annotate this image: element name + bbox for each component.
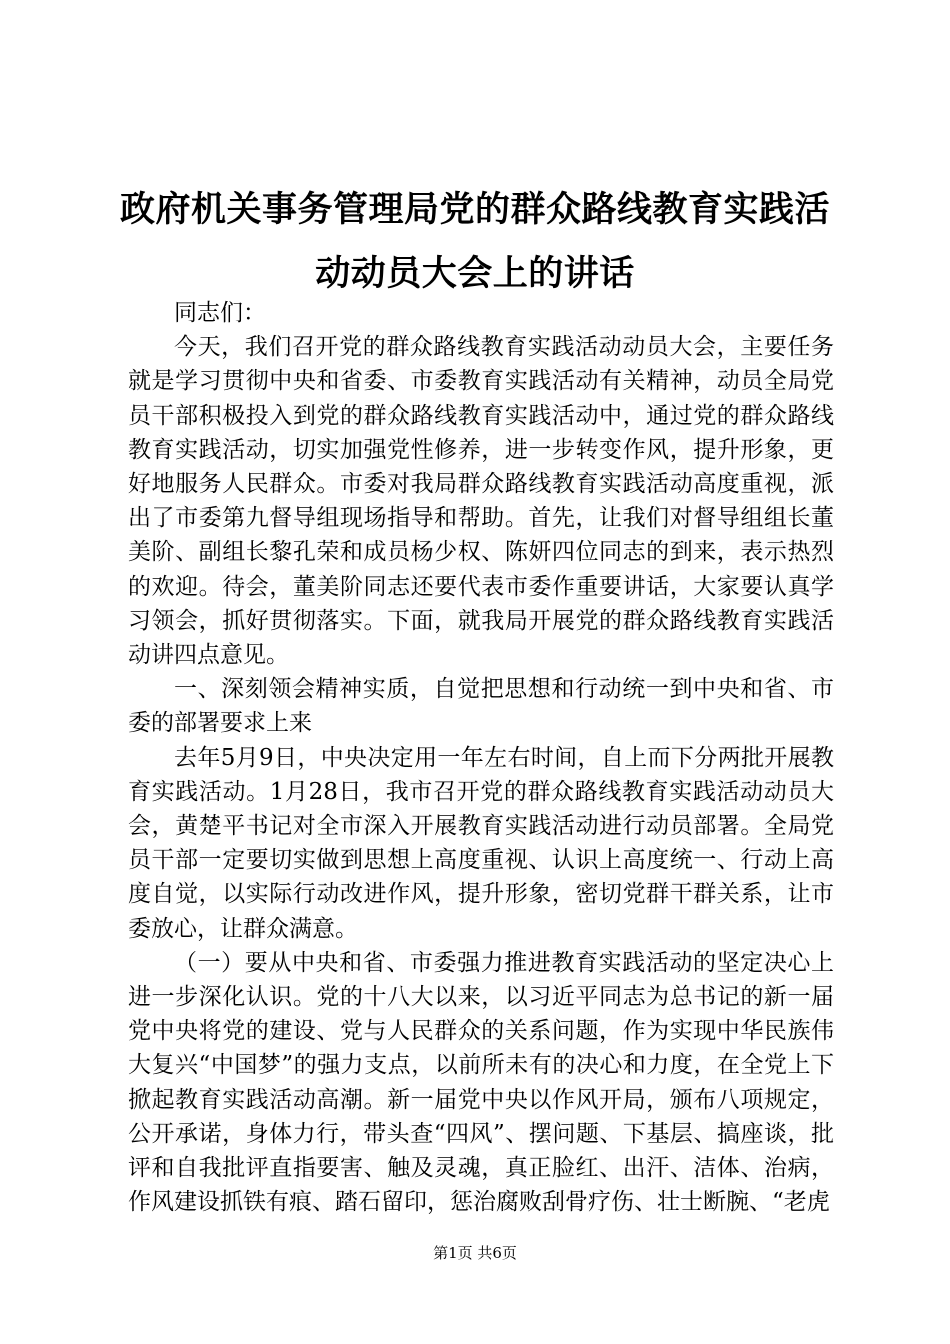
salutation: 同志们：: [174, 300, 266, 326]
body-paragraph: （一）要从中央和省、市委强力推进教育实践活动的坚定决心上进一步深化认识。党的十八大以来，以习近平同志为总书记的新一届党中央将党的建设、党与人民群众的关系问题，作为实现中华民族伟大复兴“中国梦”的强力支点，以前所未有的决心和力度，在全党上下掀起教育实践活动高潮。新一届党中央以作风开局，颁布八项规定，公开承诺，身体力行，带头查“四风”、摆问题、下基层、搞座谈，批评和自我批评直指要害、触及灵魂，真正脸红、出汗、洁体、治病，作风建设抓铁有痕、踏石留印，惩治腐败刮骨疗伤、壮士断腕、“老虎: [128, 949, 834, 1216]
title-line-1: 政府机关事务管理局党的群众路线教育实践活: [119, 190, 830, 230]
body-paragraph: 今天，我们召开党的群众路线教育实践活动动员大会，主要任务就是学习贯彻中央和省委、市委教育实践活动有关精神，动员全局党员干部积极投入到党的群众路线教育实践活动中，通过党的群众路线教育实践活动，切实加强党性修养，进一步转变作风，提升形象，更好地服务人民群众。市委对我局群众路线教育实践活动高度重视，派出了市委第九督导组现场指导和帮助。首先，让我们对督导组组长董美阶、副组长黎孔荣和成员杨少权、陈妍四位同志的到来，表示热烈的欢迎。待会，董美阶同志还要代表市委作重要讲话，大家要认真学习领会，抓好贯彻落实。下面，就我局开展党的群众路线教育实践活动讲四点意见。: [128, 334, 834, 669]
page-number-footer: 第1页 共6页: [433, 1244, 517, 1262]
section-heading: 一、深刻领会精神实质，自觉把思想和行动统一到中央和省、市委的部署要求上来: [128, 676, 834, 737]
document-body: [128, 296, 834, 1219]
body-paragraph: 去年5月9日，中央决定用一年左右时间，自上而下分两批开展教育实践活动。1月28日，我市召开党的群众路线教育实践活动动员大会，黄楚平书记对全市深入开展教育实践活动进行动员部署。全局党员干部一定要切实做到思想上高度重视、认识上高度统一、行动上高度自觉，以实际行动改进作风，提升形象，密切党群干群关系，让市委放心，让群众满意。: [128, 744, 834, 942]
title-line-2: 动动员大会上的讲话: [315, 254, 635, 294]
document-title: [110, 178, 840, 306]
